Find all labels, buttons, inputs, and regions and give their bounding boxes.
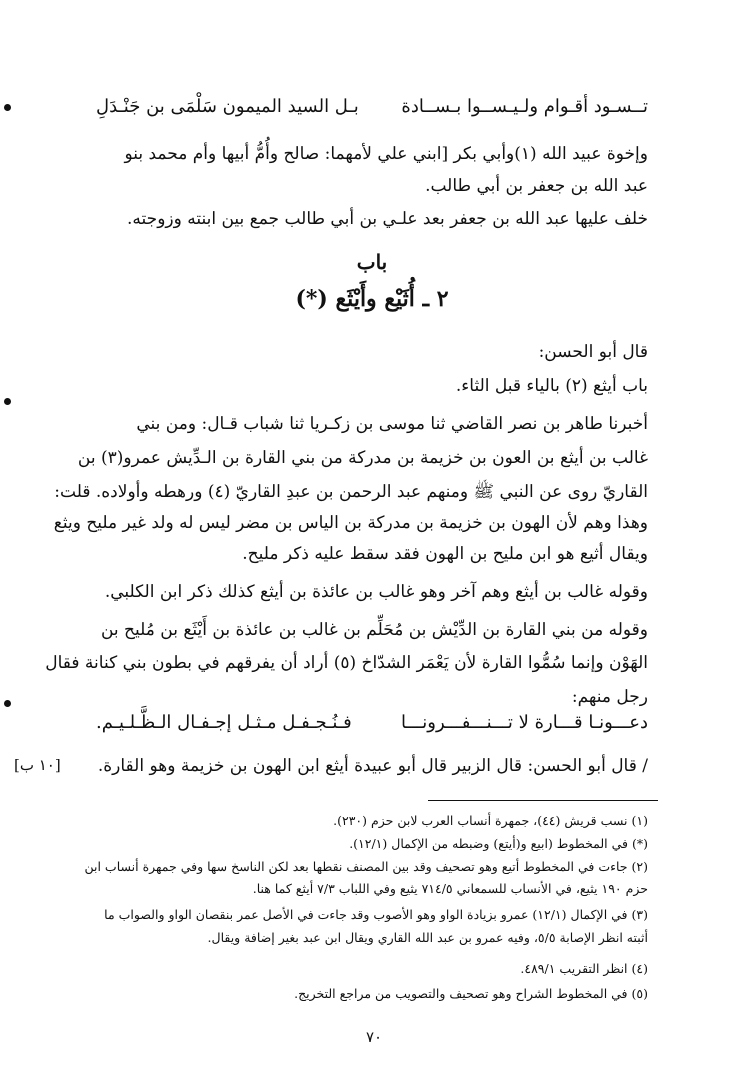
footnote: (١) نسب قريش (٤٤)، جمهرة أنساب العرب لابن حزم (٢٣٠). <box>333 813 648 828</box>
footnote: أثبته انظر الإصابة ٥/٥، وفيه عمرو بن عبد الله القاري ويقال ابن عبد بغير إضافة ويقال. <box>207 930 648 945</box>
text-line: عبد الله بن جعفر بن أبي طالب. <box>425 176 648 196</box>
text-line: خلف عليها عبد الله بن جعفر بعد علـي بن أبي طالب جمع بين ابنته وزوجته. <box>127 209 648 229</box>
text-line: غالب بن أيثع بن العون بن خزيمة بن مدركة من بني القارة بن الـدِّيش عمرو(٣) بن <box>77 448 648 468</box>
margin-mark <box>4 398 11 405</box>
footnote: (*) في المخطوط (ابيع و(أيتع) وضبطه من الإكمال (١٢/١). <box>349 836 648 851</box>
text-line: وقوله غالب بن أيثع وهم آخر وهو غالب بن عائذة بن أيثع كذلك ذكر ابن الكلبي. <box>104 582 648 602</box>
text-line: وهذا وهم لأن الهون بن خزيمة بن مدركة بن الياس بن مضر ليس له ولد غير مليح ويثع <box>53 513 648 533</box>
text-line: الهَوْن وإنما سُمُّوا القارة لأن يَعْمَر الشدّاخ (٥) أراد أن يفرقهم في بطون بني كنانة فقال <box>45 653 648 673</box>
manuscript-folio-marker: [١٠ ب] <box>14 756 61 774</box>
text-line: / قال أبو الحسن: قال الزبير قال أبو عبيدة أيثع ابن الهون بن خزيمة وهو القارة. <box>97 756 648 776</box>
text-line: القاريّ روى عن النبي ﷺ ومنهم عبد الرحمن بن عبدِ القاريّ (٤) ورهطه وأولاده. قلت: <box>54 482 648 502</box>
footnote: (٣) في الإكمال (١٢/١) عمرو بزيادة الواو وهو الأصوب وقد جاءت في الأصل عمر بنقصان الواو والصواب ما <box>104 907 648 922</box>
text-line: رجل منهم: <box>571 687 648 707</box>
text-line: وإخوة عبيد الله (١)وأبي بكر [ابني علي لأمهما: صالح وأُمُّ أبيها وأم محمد بنو <box>124 144 648 164</box>
text-line: ويقال أثيع هو ابن مليح بن الهون فقد سقط عليه ذكر مليح. <box>242 544 648 564</box>
text-line: قال أبو الحسن: <box>538 342 648 362</box>
footnote: (٥) في المخطوط الشراح وهو تصحيف والتصويب من مراجع التخريج. <box>294 986 648 1001</box>
footnote: (٢) جاءت في المخطوط أتيع وهو تصحيف وقد بين المصنف نقطها بعد لكن الناسخ سها وفي جمهرة أنساب ابن <box>84 859 648 874</box>
poem-verse-2 <box>96 710 648 736</box>
footnote-separator <box>428 800 658 801</box>
poem-hemistich: بـل السيد الميمون سَلْمَى بن جَنْـدَلِ <box>96 96 359 117</box>
footnote: (٤) انظر التقريب ٤٨٩/١. <box>520 961 648 976</box>
footnote: حزم ١٩٠ يثيع، في الأنساب للسمعاني ٧١٤/٥ يثيع وفي اللباب ٧/٣ أيثع كما هنا. <box>252 881 648 896</box>
margin-mark <box>4 104 11 111</box>
section-label: باب <box>356 250 388 274</box>
poem-hemistich: تــسـود أقـوام ولـيـســوا بـســادة <box>401 96 648 117</box>
page-number: ٧٠ <box>365 1028 383 1046</box>
poem-verse-1 <box>96 94 648 120</box>
chapter-title: ٢ ـ أُثَيْع وأَيْثَع (*) <box>295 286 449 312</box>
poem-hemistich: دعـــونـا قـــارة لا تـــنـــفـــرونـــا <box>400 712 648 733</box>
text-line: أخبرنا طاهر بن نصر القاضي ثنا موسى بن زكـريا ثنا شباب قـال: ومن بني <box>136 414 648 434</box>
text-line: باب أيثع (٢) بالياء قبل الثاء. <box>455 376 648 396</box>
margin-mark <box>4 700 11 707</box>
text-line: وقوله من بني القارة بن الدِّيْش بن مُحَلِّم بن غالب بن عائذة بن أَيْثَع بن مُليح بن <box>100 620 648 640</box>
poem-hemistich: فـنُـجـفـل مـثـل إجـفـال الـظَّـلـيـم. <box>96 712 352 733</box>
